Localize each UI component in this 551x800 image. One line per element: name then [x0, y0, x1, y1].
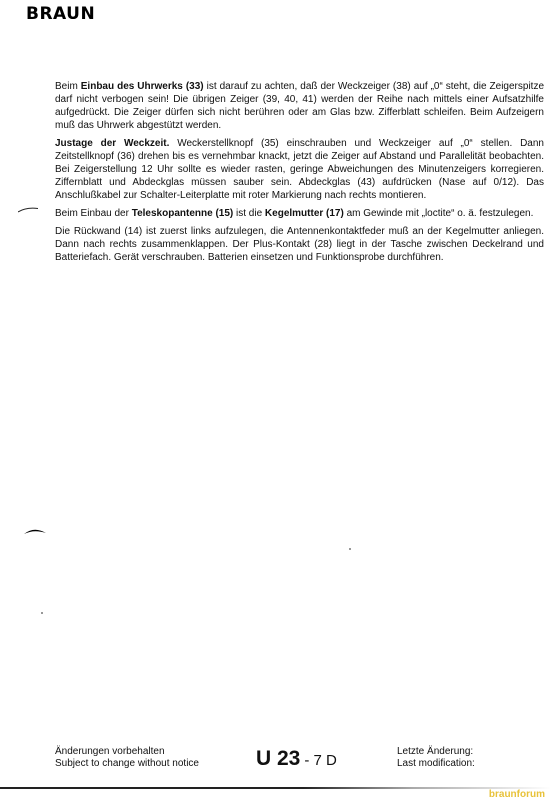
paragraph-rueckwand: Die Rückwand (14) ist zuerst links aufzulegen, die Antennenkontaktfeder muß an der Kegelmutter anliegen. Dann nach rechts zusammenklappen. Der Plus-Kontakt (28) liegt in der Tasche zwischen Deckelrand und Batteriefach. Gerät verschrauben. Batterien einsetzen und Funktionsprobe durchführen. — [55, 226, 544, 263]
braun-logo: BRAUN — [26, 4, 96, 24]
footer-last-modification: Letzte Änderung: Last modification: — [397, 746, 475, 769]
paragraph-uhrwerk: Beim Einbau des Uhrwerks (33) ist darauf zu achten, daß der Weckzeiger (38) auf „0“ steht, die Zeigerspitze darf nicht verbogen sein! Die übrigen Zeiger (39, 40, 41) werden der Reihe nach mittels einer Aufsatzhilfe aufgedrückt. Die Zeiger dürfen sich nicht berühren oder am Glas bzw. Zifferblatt schleifen. Beim Aufzeigern muß das Uhrwerk abgestützt werden. — [55, 81, 544, 131]
binding-mark-icon — [24, 526, 46, 536]
binding-mark-icon — [18, 207, 38, 213]
footer-rule — [0, 787, 551, 789]
footer-disclaimer: Änderungen vorbehalten Subject to change without notice — [55, 746, 199, 769]
model-number: U 23 - 7 D — [256, 747, 337, 770]
scan-speck — [41, 612, 43, 614]
watermark: braunforum — [488, 789, 545, 800]
paragraph-weckzeit: Justage der Weckzeit. Weckerstellknopf (35) einschrauben und Weckzeiger auf „0“ stellen. Dann Zeitstellknopf (36) drehen bis es vernehmbar knackt, jetzt die Zeiger auf Abstand und Parallelität beobachten. Bei Zeigerstellung 12 Uhr sollte es wieder rasten, geringe Abweichungen des Minutenzeigers korregieren. Ziffernblatt und Abdeckglas müssen sauber sein. Abdeckglas (43) aufdrücken (Nase auf 0/12). Das Anschlußkabel zur Schalter-Leiterplatte mit roter Markierung nach rechts montieren. — [55, 138, 544, 201]
heading-justage-weckzeit: Justage der Weckzeit. — [55, 138, 170, 149]
heading-kegelmutter: Kegelmutter (17) — [264, 208, 344, 219]
scan-speck — [349, 548, 351, 550]
heading-einbau-uhrwerk: Einbau des Uhrwerks (33) — [80, 81, 204, 92]
heading-teleskopantenne: Teleskopantenne (15) — [131, 208, 234, 219]
paragraph-antenne: Beim Einbau der Teleskopantenne (15) ist die Kegelmutter (17) am Gewinde mit „loctite“ o. ä. festzulegen. — [55, 208, 534, 219]
document-body — [55, 80, 544, 269]
